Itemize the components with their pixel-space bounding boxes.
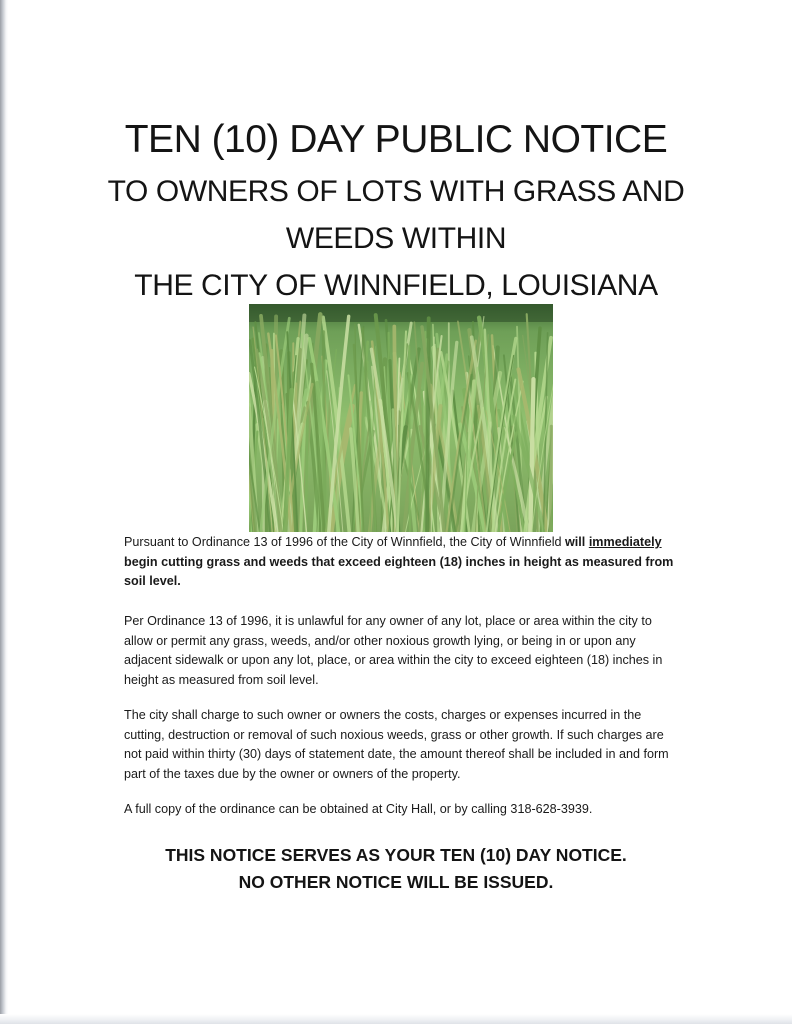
grass-illustration — [249, 304, 553, 532]
notice-subtitle-line-3: THE CITY OF WINNFIELD, LOUISIANA — [134, 269, 658, 302]
paragraph-enforcement-intro: Pursuant to Ordinance 13 of 1996 of the City of Winnfield, the City of Winnfield — [124, 535, 566, 549]
closing-line-1: THIS NOTICE SERVES AS YOUR TEN (10) DAY NOTICE. — [165, 845, 627, 865]
grass-blade — [427, 318, 429, 532]
paragraph-enforcement-immediately: immediately — [588, 535, 662, 549]
grass-blade — [306, 417, 308, 532]
notice-subtitle-line-2: WEEDS WITHIN — [285, 222, 507, 255]
paragraph-enforcement-will: will — [565, 535, 586, 549]
closing-line-2: NO OTHER NOTICE WILL BE ISSUED. — [238, 872, 554, 892]
paragraph-ordinance: Per Ordinance 13 of 1996, it is unlawful for any owner of any lot, place or area within the city to allow or permit any grass, weeds, and/or other noxious growth lying, or being in or upon any adjacent sidewalk or upon any lot, place, or area within the city to exceed eighteen (18) inches in height as measured from soil level. — [124, 614, 663, 687]
paragraph-charges: The city shall charge to such owner or owners the costs, charges or expenses incurred in the cutting, destruction or removal of such noxious weeds, grass or other growth. If such charges are not paid within thirty (30) days of statement date, the amount thereof shall be included in and form part of the taxes due by the owner or owners of the property. — [124, 708, 669, 781]
notice-subtitle-line-1: TO OWNERS OF LOTS WITH GRASS AND — [107, 175, 685, 208]
grass-blade — [409, 346, 410, 532]
scan-bottom-shadow — [0, 1014, 792, 1024]
notice-title: TEN (10) DAY PUBLIC NOTICE — [124, 118, 668, 161]
paragraph-contact: A full copy of the ordinance can be obtained at City Hall, or by calling 318-628-3939. — [124, 802, 593, 816]
tall-grass-photo — [249, 304, 553, 532]
paragraph-enforcement — [124, 533, 684, 592]
paragraph-enforcement-rest: begin cutting grass and weeds that exceed eighteen (18) inches in height as measured from soil level. — [124, 554, 674, 588]
